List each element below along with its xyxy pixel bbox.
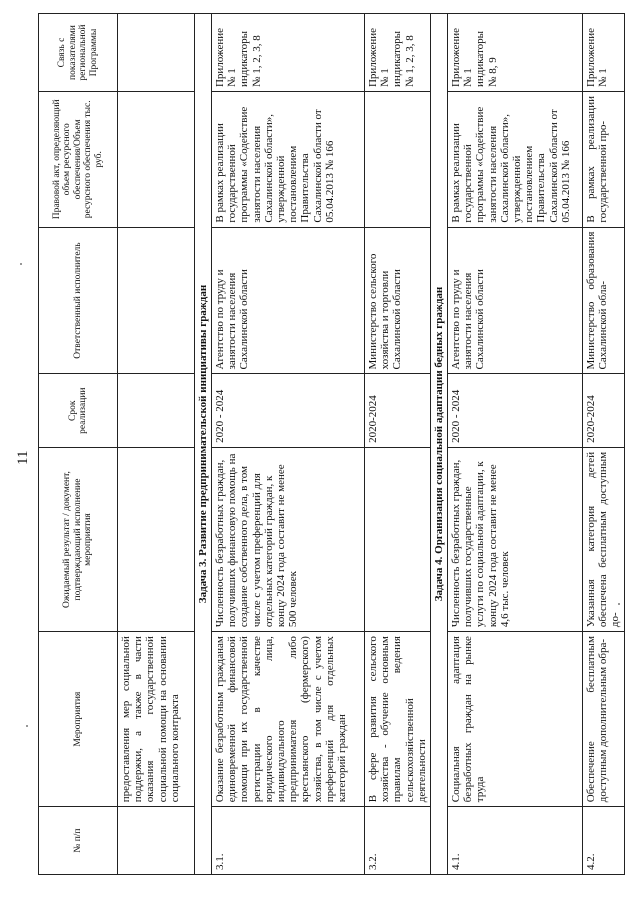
scan-speck — [20, 263, 22, 265]
scan-speck — [618, 603, 620, 605]
cell-result — [118, 447, 195, 631]
cell-period: 2020 - 2024 — [448, 374, 583, 447]
cell-result — [365, 447, 431, 631]
header-result: Ожидаемый результат / документ, подтверждающий исполнение мероприятия — [39, 447, 118, 631]
task-4-heading: Задача 4. Организация социальной адаптации бедных граждан — [431, 14, 448, 875]
cell-executor: Министерство сельского хозяйства и торговли Сахалинской области — [365, 227, 431, 374]
cell-legal-act — [118, 92, 195, 228]
scan-speck — [26, 725, 28, 727]
page-number: 11 — [15, 450, 31, 465]
cell-result: Численность безработных граждан, получивших финансовую помощь на создание собственного дела, в том числе с учетом преференций для отдельных категорий граждан, к концу 2024 года составит не менее 500 человек — [212, 447, 365, 631]
cell-num: 4.2. — [583, 807, 625, 875]
cell-event: Социальная адаптация безработных граждан на рынке труда — [448, 632, 583, 807]
cell-num: 3.2. — [365, 807, 431, 875]
cell-legal-act: В рамках реализации государственной про- — [583, 92, 625, 228]
task-heading-row — [195, 14, 212, 875]
cell-period: 2020-2024 — [583, 374, 625, 447]
cell-executor — [118, 227, 195, 374]
cell-period — [118, 374, 195, 447]
cell-indicator-link: Приложение № 1 индикаторы № 1, 2, 3, 8 — [365, 14, 431, 92]
cell-indicator-link: Приложение № 1 индикаторы № 1, 2, 3, 8 — [212, 14, 365, 92]
header-indicator-link: Связь с показателями региональной Программы — [39, 14, 118, 92]
header-legal-act: Правовой акт, определяющий объем ресурсного обеспечения/Объем ресурсного обеспечения тыс. руб. — [39, 92, 118, 228]
header-executor: Ответственный исполнитель — [39, 227, 118, 374]
table-row — [212, 14, 365, 875]
table-row — [583, 14, 625, 875]
cell-num: 3.1. — [212, 807, 365, 875]
cell-event: В сфере развития сельского хозяйства - обучение основным правилам ведения сельскохозяйственной деятельности — [365, 632, 431, 807]
cell-indicator-link: Приложение № 1 — [583, 14, 625, 92]
cell-period: 2020-2024 — [365, 374, 431, 447]
measures-table — [38, 13, 625, 875]
cell-result: Указанная категория детей обеспечена бесплатным доступным до- — [583, 447, 625, 631]
header-num: № п/п — [39, 807, 118, 875]
table-row — [118, 14, 195, 875]
cell-legal-act — [365, 92, 431, 228]
task-heading-row — [431, 14, 448, 875]
cell-event: Обеспечение бесплатным доступным дополнительным обра- — [583, 632, 625, 807]
task-3-heading: Задача 3. Развитие предпринимательской инициативы граждан — [195, 14, 212, 875]
cell-event: предоставления мер социальной поддержки, а также в части оказания государственной социальной помощи на основании социального контракта — [118, 632, 195, 807]
cell-executor: Министерство образования Сахалинской обла- — [583, 227, 625, 374]
cell-num: 4.1. — [448, 807, 583, 875]
cell-indicator-link: Приложение № 1 индикаторы № 8, 9 — [448, 14, 583, 92]
table-row — [365, 14, 431, 875]
cell-num — [118, 807, 195, 875]
cell-legal-act: В рамках реализации государственной программы «Содействие занятости населения Сахалинской области», утвержденной постановлением Правительства Сахалинской области от 05.04.2013 № 166 — [448, 92, 583, 228]
header-period: Срок реализации — [39, 374, 118, 447]
table-header-row — [39, 14, 118, 875]
cell-result: Численность безработных граждан, получивших государственные услуги по социальной адаптации, к концу 2024 года составит не менее 4,6 тыс. человек — [448, 447, 583, 631]
cell-legal-act: В рамках реализации государственной программы «Содействие занятости населения Сахалинской области», утвержденной постановлением Правительства Сахалинской области от 05.04.2013 № 166 — [212, 92, 365, 228]
cell-indicator-link — [118, 14, 195, 92]
cell-executor: Агентство по труду и занятости населения Сахалинской области — [212, 227, 365, 374]
cell-period: 2020 - 2024 — [212, 374, 365, 447]
table-row — [448, 14, 583, 875]
header-event: Мероприятия — [39, 632, 118, 807]
cell-executor: Агентство по труду и занятости населения Сахалинской области — [448, 227, 583, 374]
cell-event: Оказание безработным гражданам единовременной финансовой помощи при их государственной регистрации в качестве юридического лица, индивидуального предпринимателя либо крестьянского (фермерского) хозяйства, в том числе с учетом преференций для отдельных категорий граждан — [212, 632, 365, 807]
